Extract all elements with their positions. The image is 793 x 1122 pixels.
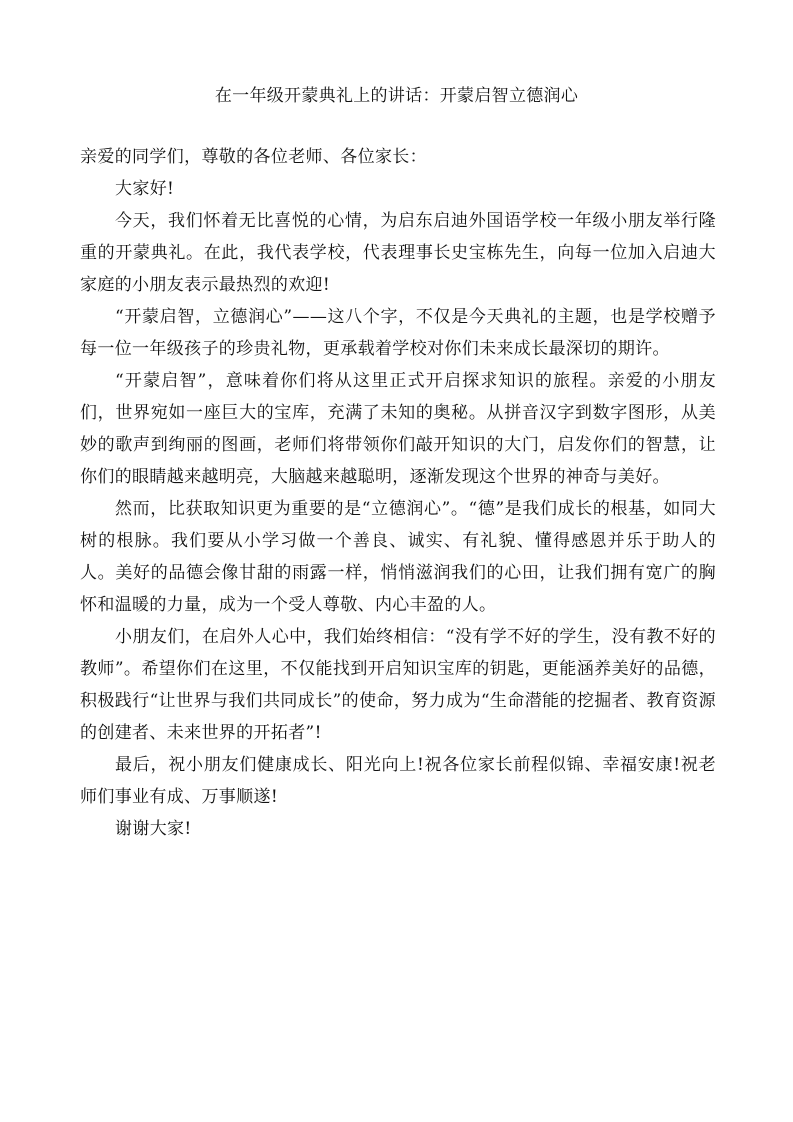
paragraph-belief: 小朋友们，在启外人心中，我们始终相信：“没有学不好的学生，没有教不好的教师”。希望你们在这里，不仅能找到开启知识宝库的钥匙，更能涵养美好的品德，积极践行“让世界与我们共同成长”的使命，努力成为“生命潜能的挖掘者、教育资源的创建者、未来世界的开拓者”! [80,627,716,743]
paragraph-virtue: 然而，比获取知识更为重要的是“立德润心”。“德”是我们成长的根基，如同大树的根脉。我们要从小学习做一个善良、诚实、有礼貌、懂得感恩并乐于助人的人。美好的品德会像甘甜的雨露一样，悄悄滋润我们的心田，让我们拥有宽广的胸怀和温暖的力量，成为一个受人尊敬、内心丰盈的人。 [80,499,716,615]
paragraph-blessing: 最后，祝小朋友们健康成长、阳光向上!祝各位家长前程似锦、幸福安康!祝老师们事业有成、万事顺遂! [80,755,716,807]
paragraph-thanks: 谢谢大家! [115,819,192,839]
paragraph-knowledge: “开蒙启智”，意味着你们将从这里正式开启探求知识的旅程。亲爱的小朋友们，世界宛如一座巨大的宝库，充满了未知的奥秘。从拼音汉字到数字图形，从美妙的歌声到绚丽的图画，老师们将带领你们敲开知识的大门，启发你们的智慧，让你们的眼睛越来越明亮，大脑越来越聪明，逐渐发现这个世界的神奇与美好。 [80,371,716,487]
paragraph-theme: “开蒙启智，立德润心”——这八个字，不仅是今天典礼的主题，也是学校赠予每一位一年级孩子的珍贵礼物，更承载着学校对你们未来成长最深切的期许。 [80,307,716,359]
paragraph-welcome: 今天，我们怀着无比喜悦的心情，为启东启迪外国语学校一年级小朋友举行隆重的开蒙典礼。在此，我代表学校，代表理事长史宝栋先生，向每一位加入启迪大家庭的小朋友表示最热烈的欢迎! [80,211,716,295]
paragraph-greeting: 大家好! [115,179,175,199]
salutation: 亲爱的同学们，尊敬的各位老师、各位家长： [80,147,427,167]
document-title: 在一年级开蒙典礼上的讲话：开蒙启智立德润心 [214,86,579,106]
document-body [80,141,716,845]
